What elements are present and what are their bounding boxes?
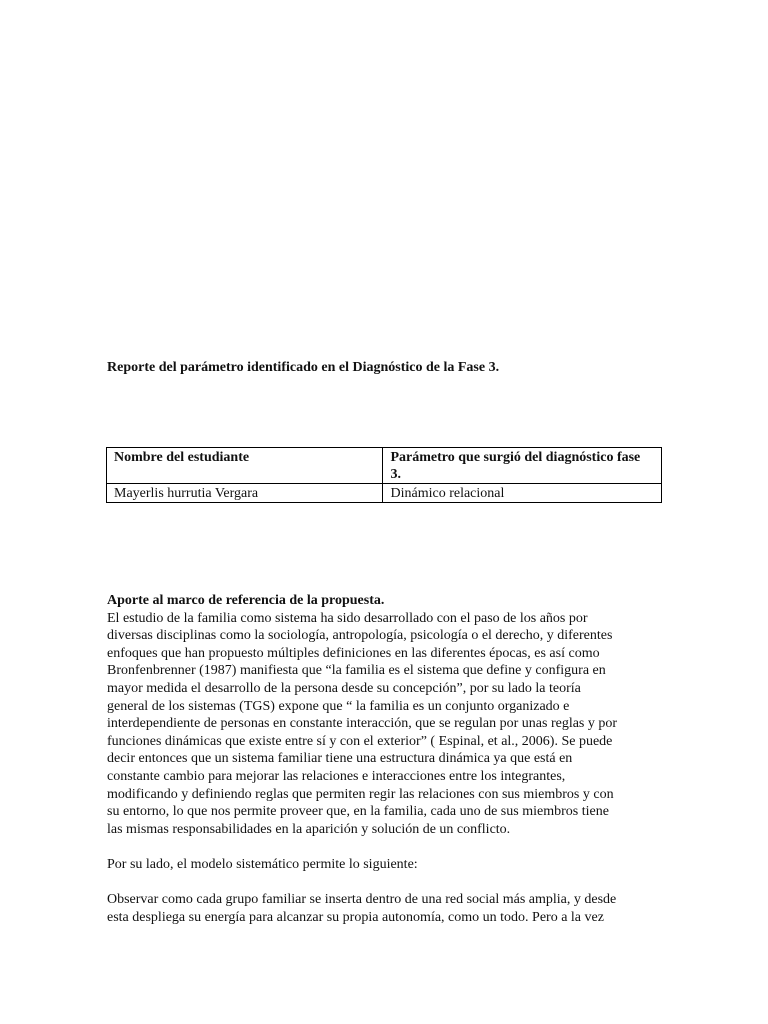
body-paragraph-observe: Observar como cada grupo familiar se inserta dentro de una red social más amplia, y desde esta despliega su energía para alcanzar su propia autonomía, como un todo. Pero a la vez — [107, 892, 617, 925]
reference-framework-section — [107, 592, 663, 926]
report-title: Reporte del parámetro identificado en el Diagnóstico de la Fase 3. — [107, 360, 500, 375]
body-paragraph-systemic-model: Por su lado, el modelo sistemático permite lo siguiente: — [107, 856, 418, 872]
student-parameter-table — [106, 447, 662, 503]
body-paragraph-family-system: El estudio de la familia como sistema ha sido desarrollado con el paso de los años por diversas disciplinas como la sociología, antropología, psicología o el derecho, y diferentes enfoques que han propuesto múltiples definiciones en las diferentes épocas, es así como Bronfenbrenner (1987) manifiesta que “la familia es el sistema que define y configura en mayor medida el desarrollo de la persona desde su concepción”, por su lado la teoría general de los sistemas (TGS) expone que “ la familia es un conjunto organizado e interdependiente de personas en constante interacción, que se regulan por unas reglas y por funciones dinámicas que existe entre sí y con el exterior” ( Espinal, et al., 2006). Se puede decir entonces que un sistema familiar tiene una estructura dinámica ya que está en constante cambio para mejorar las relaciones e interacciones entre los integrantes, modificando y definiendo reglas que permiten regir las relaciones con sus miembros y con su entorno, lo que nos permite proveer que, en la familia, cada uno de sus miembros tiene las mismas responsabilidades en la aparición y solución de un conflicto. — [107, 610, 618, 837]
table-header-row — [107, 448, 662, 484]
table-row — [107, 484, 662, 503]
table-header-parameter: Parámetro que surgió del diagnóstico fase 3. — [383, 448, 662, 484]
table-cell-parameter: Dinámico relacional — [383, 484, 662, 503]
section-heading: Aporte al marco de referencia de la propuesta. — [107, 593, 385, 608]
table-cell-student-name: Mayerlis hurrutia Vergara — [107, 484, 383, 503]
table-header-student-name: Nombre del estudiante — [107, 448, 383, 484]
